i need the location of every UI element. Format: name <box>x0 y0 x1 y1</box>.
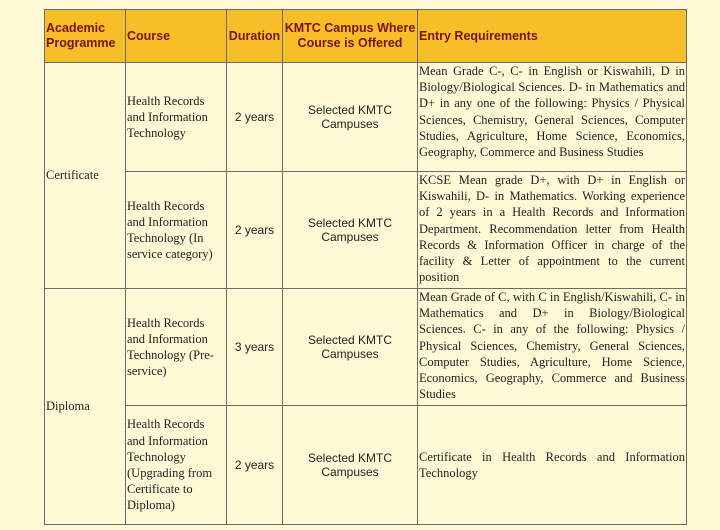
course-cell: Health Records and Information Technology (In service category) <box>126 172 227 289</box>
campus-cell: Selected KMTC Campuses <box>283 172 418 289</box>
header-entry-requirements: Entry Requirements <box>418 10 687 63</box>
campus-cell: Selected KMTC Campuses <box>283 63 418 172</box>
table-row <box>45 172 687 289</box>
duration-cell: 2 years <box>227 406 283 525</box>
header-duration: Duration <box>227 10 283 63</box>
programme-cell-certificate: Certificate <box>45 63 126 289</box>
header-course: Course <box>126 10 227 63</box>
entry-requirements-table <box>44 9 687 525</box>
programme-cell-diploma: Diploma <box>45 289 126 525</box>
duration-cell: 2 years <box>227 172 283 289</box>
requirements-cell: KCSE Mean grade D+, with D+ in English or Kiswahili, D- in Mathematics. Working experience of 2 years in a Health Records and Information Department. Recommendation letter from Health Records & Information Officer in charge of the facility & Letter of appointment to the current position <box>418 172 687 289</box>
campus-cell: Selected KMTC Campuses <box>283 406 418 525</box>
duration-cell: 2 years <box>227 63 283 172</box>
table-row <box>45 406 687 525</box>
requirements-cell: Mean Grade C-, C- in English or Kiswahili, D in Biology/Biological Sciences. D- in Mathematics and D+ in any one of the following: Physics / Physical Sciences, Chemistry, General Sciences, Computer Studies, Agriculture, Home Science, Economics, Geography, Commerce and Business Studies <box>418 63 687 172</box>
header-campus: KMTC Campus Where Course is Offered <box>283 10 418 63</box>
duration-cell: 3 years <box>227 289 283 406</box>
course-cell: Health Records and Information Technology (Pre-service) <box>126 289 227 406</box>
table-row <box>45 63 687 172</box>
table-header-row <box>45 10 687 63</box>
table-row <box>45 289 687 406</box>
requirements-cell: Mean Grade of C, with C in English/Kiswahili, C- in Mathematics and D+ in Biology/Biological Sciences. C- in any of the following: Physics / Physical Sciences, Chemistry, General Sciences, Computer Studies, Agriculture, Home Science, Economics, Geography, Commerce and Business Studies <box>418 289 687 406</box>
requirements-cell: Certificate in Health Records and Information Technology <box>418 406 687 525</box>
header-academic-programme: Academic Programme <box>45 10 126 63</box>
campus-cell: Selected KMTC Campuses <box>283 289 418 406</box>
course-cell: Health Records and Information Technology (Upgrading from Certificate to Diploma) <box>126 406 227 525</box>
course-cell: Health Records and Information Technology <box>126 63 227 172</box>
